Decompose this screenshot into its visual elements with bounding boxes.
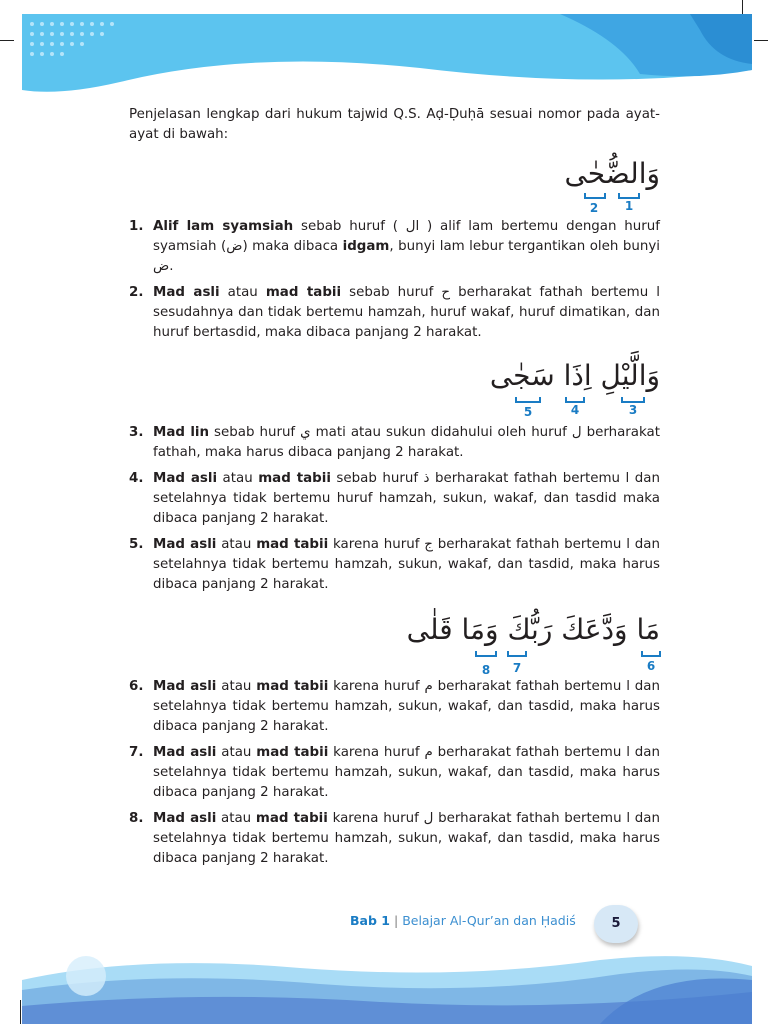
item-term: Mad asli — [153, 537, 217, 552]
chapter-label: Bab 1 — [350, 913, 390, 928]
item-number: 3. — [129, 425, 144, 440]
marker-number: 7 — [512, 661, 522, 675]
verse-marker — [641, 651, 661, 657]
list-item — [129, 743, 660, 803]
item-term: mad tabii — [256, 679, 329, 694]
footer-separator: | — [393, 913, 399, 928]
item-text: sebab huruf ي mati atau sukun didahului oleh huruf ل berharakat fathah, maka harus dibaca panjang 2 harakat. — [153, 425, 660, 460]
marker-number: 5 — [523, 405, 533, 419]
item-term: Mad asli — [153, 471, 218, 486]
verse-text: وَالضُّحٰى — [564, 157, 660, 190]
page-content — [129, 105, 660, 875]
running-footer — [350, 913, 576, 928]
list-item — [129, 217, 660, 277]
verse-marker — [515, 397, 541, 403]
page-number: 5 — [594, 905, 638, 943]
marker-number: 6 — [646, 659, 656, 673]
item-term: Alif lam syamsiah — [153, 219, 294, 234]
item-text: atau — [216, 679, 257, 694]
item-term: Mad asli — [153, 285, 220, 300]
verse-text: مَا وَدَّعَكَ رَبُّكَ وَمَا قَلٰى — [406, 613, 660, 646]
item-number: 2. — [129, 285, 144, 300]
explanation-list-c — [129, 677, 660, 869]
list-item — [129, 469, 660, 529]
item-text: sebab huruf ذ berharakat fathah bertemu ا dan setelahnya tidak bertemu huruf hamzah, sukun, wakaf, dan tasdid maka dibaca panjang 2 harakat. — [153, 471, 660, 526]
item-term: Mad asli — [153, 745, 217, 760]
list-item — [129, 535, 660, 595]
marker-number: 1 — [624, 199, 634, 213]
marker-number: 3 — [628, 403, 638, 417]
item-text: karena huruf ج berharakat fathah bertemu ا dan setelahnya tidak bertemu hamzah, sukun, wakaf, dan tasdid, maka harus dibaca panjang 2 harakat. — [153, 537, 660, 592]
item-text: karena huruf م berharakat fathah bertemu ا dan setelahnya tidak bertemu hamzah, sukun, wakaf, dan tasdid, maka harus dibaca panjang 2 harakat. — [153, 745, 660, 800]
item-text: sebab huruf ( ال ) alif lam bertemu dengan huruf syamsiah (ض) maka dibaca — [153, 219, 660, 254]
item-term: mad tabii — [256, 745, 329, 760]
item-text: atau — [219, 285, 266, 300]
item-text: , bunyi lam lebur tergantikan oleh bunyi ض. — [153, 239, 660, 274]
verse-text: وَالَّيْلِ اِذَا سَجٰى — [489, 359, 660, 392]
item-text: atau — [217, 471, 259, 486]
item-term: mad tabii — [256, 537, 329, 552]
list-item — [129, 677, 660, 737]
item-term: idgam — [342, 239, 390, 254]
marker-number: 2 — [589, 201, 599, 215]
item-term: Mad asli — [153, 679, 217, 694]
footer-wave-band — [0, 950, 768, 1024]
item-text: karena huruf ل berharakat fathah bertemu ا dan setelahnya tidak bertemu hamzah, sukun, wakaf, dan tasdid, maka harus dibaca panjang 2 harakat. — [153, 811, 660, 866]
item-text: atau — [216, 811, 256, 826]
header-wave-band — [0, 0, 768, 100]
item-number: 4. — [129, 471, 144, 486]
verse-marker — [584, 193, 606, 199]
explanation-list-b — [129, 423, 660, 595]
item-text: atau — [216, 745, 257, 760]
explanation-list-a — [129, 217, 660, 343]
marker-number: 4 — [570, 403, 580, 417]
list-item — [129, 283, 660, 343]
item-term: Mad asli — [153, 811, 217, 826]
crop-mark — [754, 40, 768, 41]
item-number: 1. — [129, 219, 144, 234]
item-text: atau — [216, 537, 257, 552]
item-term: mad tabii — [265, 285, 342, 300]
list-item — [129, 809, 660, 869]
marker-number: 8 — [481, 663, 491, 677]
item-term: mad tabii — [258, 471, 331, 486]
verse-block-3 — [129, 607, 660, 677]
verse-block-1 — [129, 153, 660, 217]
intro-paragraph: Penjelasan lengkap dari hukum tajwid Q.S. Aḍ-Ḍuḥā sesuai nomor pada ayat-ayat di bawah: — [129, 107, 660, 142]
item-term: Mad lin — [153, 425, 210, 440]
crop-mark — [742, 0, 743, 14]
item-term: mad tabii — [255, 811, 328, 826]
chapter-title: Belajar Al-Qur’an dan Ḥadiś — [402, 913, 576, 928]
item-number: 5. — [129, 537, 144, 552]
item-number: 8. — [129, 811, 144, 826]
item-number: 7. — [129, 745, 144, 760]
verse-block-2 — [129, 355, 660, 423]
item-text: sebab huruf ح berharakat fathah bertemu ا sesudahnya dan tidak bertemu hamzah, huruf wakaf, huruf dimatikan, dan huruf bertasdid, maka dibaca panjang 2 harakat. — [153, 285, 660, 340]
verse-marker — [475, 651, 497, 657]
item-text: karena huruf م berharakat fathah bertemu ا dan setelahnya tidak bertemu hamzah, sukun, wakaf, dan tasdid, maka harus dibaca panjang 2 harakat. — [153, 679, 660, 734]
list-item — [129, 423, 660, 463]
item-number: 6. — [129, 679, 144, 694]
crop-mark — [0, 40, 14, 41]
verse-marker — [507, 651, 527, 657]
